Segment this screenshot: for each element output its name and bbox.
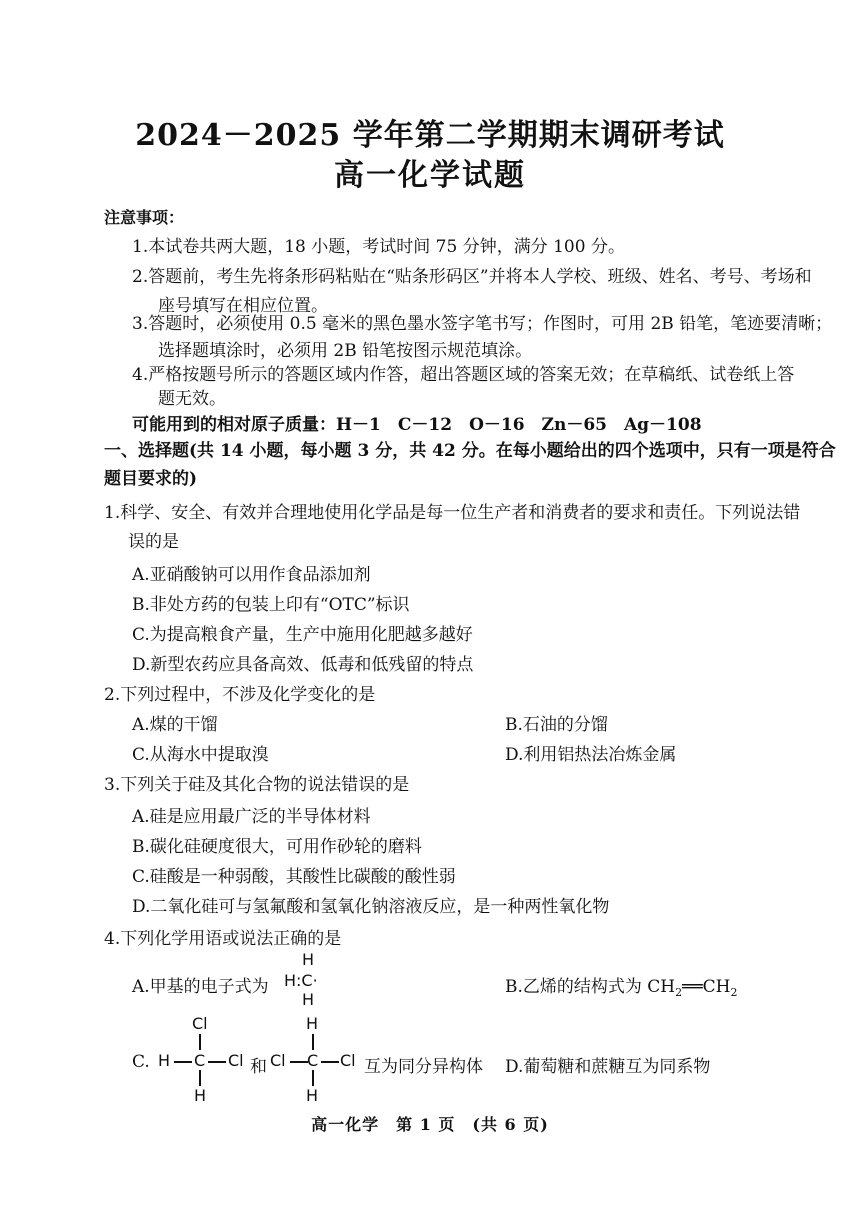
mol1-bond-right [208,1061,226,1063]
notice-item-2: 2.答题前，考生先将条形码粘贴在“贴条形码区”并将本人学校、班级、姓名、考号、考场和 [132,267,812,287]
mol1-bottom: H [194,1086,207,1105]
mol2-right: Cl [340,1051,356,1070]
notice-item-4: 4.严格按题号所示的答题区域内作答，超出答题区域的答案无效；在草稿纸、试卷纸上答 [132,365,795,385]
q3-option-a: A.硅是应用最广泛的半导体材料 [132,807,371,827]
notice-item-2-cont: 座号填写在相应位置。 [158,296,328,316]
page-footer: 高一化学 第 1 页 (共 6 页) [311,1115,549,1134]
q1-option-c: C.为提高粮食产量，生产中施用化肥越多越好 [132,625,473,645]
methyl-bottom-h: H [302,990,315,1009]
mol2-center: C [307,1051,319,1070]
q1-option-d: D.新型农药应具备高效、低毒和低残留的特点 [132,655,474,675]
q4-option-d: D.葡萄糖和蔗糖互为同系物 [505,1057,711,1077]
mol2-top: H [306,1014,319,1033]
q4-option-c-and: 和 [250,1057,267,1077]
atomic-mass-line: 可能用到的相对原子质量：H－1 C－12 O－16 Zn－65 Ag－108 [132,415,702,435]
mol2-bond-right [321,1061,339,1063]
mol2-bond-top [312,1034,314,1050]
mol2-bottom: H [306,1086,319,1105]
mol1-bond-left [174,1061,192,1063]
mol2-bond-bottom [312,1070,314,1086]
q1-stem: 1.科学、安全、有效并合理地使用化学品是每一位生产者和消费者的要求和责任。下列说法错 [104,503,801,523]
q2-option-b: B.石油的分馏 [505,715,608,735]
section-1-heading-cont: 题目要求的) [104,469,198,489]
mol1-bond-top [199,1034,201,1050]
q3-option-b: B.碳化硅硬度很大，可用作砂轮的磨料 [132,837,422,857]
mol1-top: Cl [192,1014,208,1033]
notice-item-4-cont: 题无效。 [158,389,226,409]
q1-option-b: B.非处方药的包装上印有“OTC”标识 [132,595,410,615]
q1-stem-cont: 误的是 [128,532,179,552]
q4-option-b-text: B.乙烯的结构式为 CH [505,977,676,997]
q2-option-c: C.从海水中提取溴 [132,745,269,765]
mol1-left: H [158,1051,171,1070]
q4-option-b-mid: ══CH [682,977,731,997]
q1-option-a: A.亚硝酸钠可以用作食品添加剂 [132,565,371,585]
q3-option-d: D.二氧化硅可与氢氟酸和氢氧化钠溶液反应，是一种两性氧化物 [132,897,610,917]
exam-title: 2024－2025 学年第二学期期末调研考试 [135,118,725,153]
notice-item-3: 3.答题时，必须使用 0.5 毫米的黑色墨水签字笔书写；作图时，可用 2B 铅笔，笔迹要清晰； [132,314,833,334]
methyl-formula: H:C· [284,971,318,990]
notice-item-3-cont: 选择题填涂时，必须用 2B 铅笔按图示规范填涂。 [158,341,533,361]
mol2-left: Cl [270,1051,286,1070]
methyl-top-h: H [302,950,315,969]
q4-option-c-tail: 互为同分异构体 [364,1057,483,1077]
q3-stem: 3.下列关于硅及其化合物的说法错误的是 [104,775,410,795]
notice-heading: 注意事项： [104,208,185,227]
q4-option-a-text: A.甲基的电子式为 [132,977,269,997]
q2-stem: 2.下列过程中，不涉及化学变化的是 [104,685,376,705]
mol1-bond-bottom [199,1070,201,1086]
q4-option-c-label: C. [132,1052,150,1072]
q3-option-c: C.硅酸是一种弱酸，其酸性比碳酸的酸性弱 [132,867,456,887]
section-1-heading: 一、选择题(共 14 小题，每小题 3 分，共 42 分。在每小题给出的四个选项中，只有一项是符合 [104,441,836,461]
q4-option-b-sub1: 2 [675,986,683,999]
mol2-bond-left [290,1061,308,1063]
q4-stem: 4.下列化学用语或说法正确的是 [104,929,342,949]
q2-option-a: A.煤的干馏 [132,715,218,735]
exam-subtitle: 高一化学试题 [334,158,526,193]
mol1-right: Cl [228,1051,244,1070]
notice-item-1: 1.本试卷共两大题，18 小题，考试时间 75 分钟，满分 100 分。 [132,237,625,257]
mol1-center: C [194,1051,206,1070]
q2-option-d: D.利用铝热法冶炼金属 [505,745,677,765]
q4-option-b-sub2: 2 [730,986,738,999]
q4-option-b [505,972,737,999]
